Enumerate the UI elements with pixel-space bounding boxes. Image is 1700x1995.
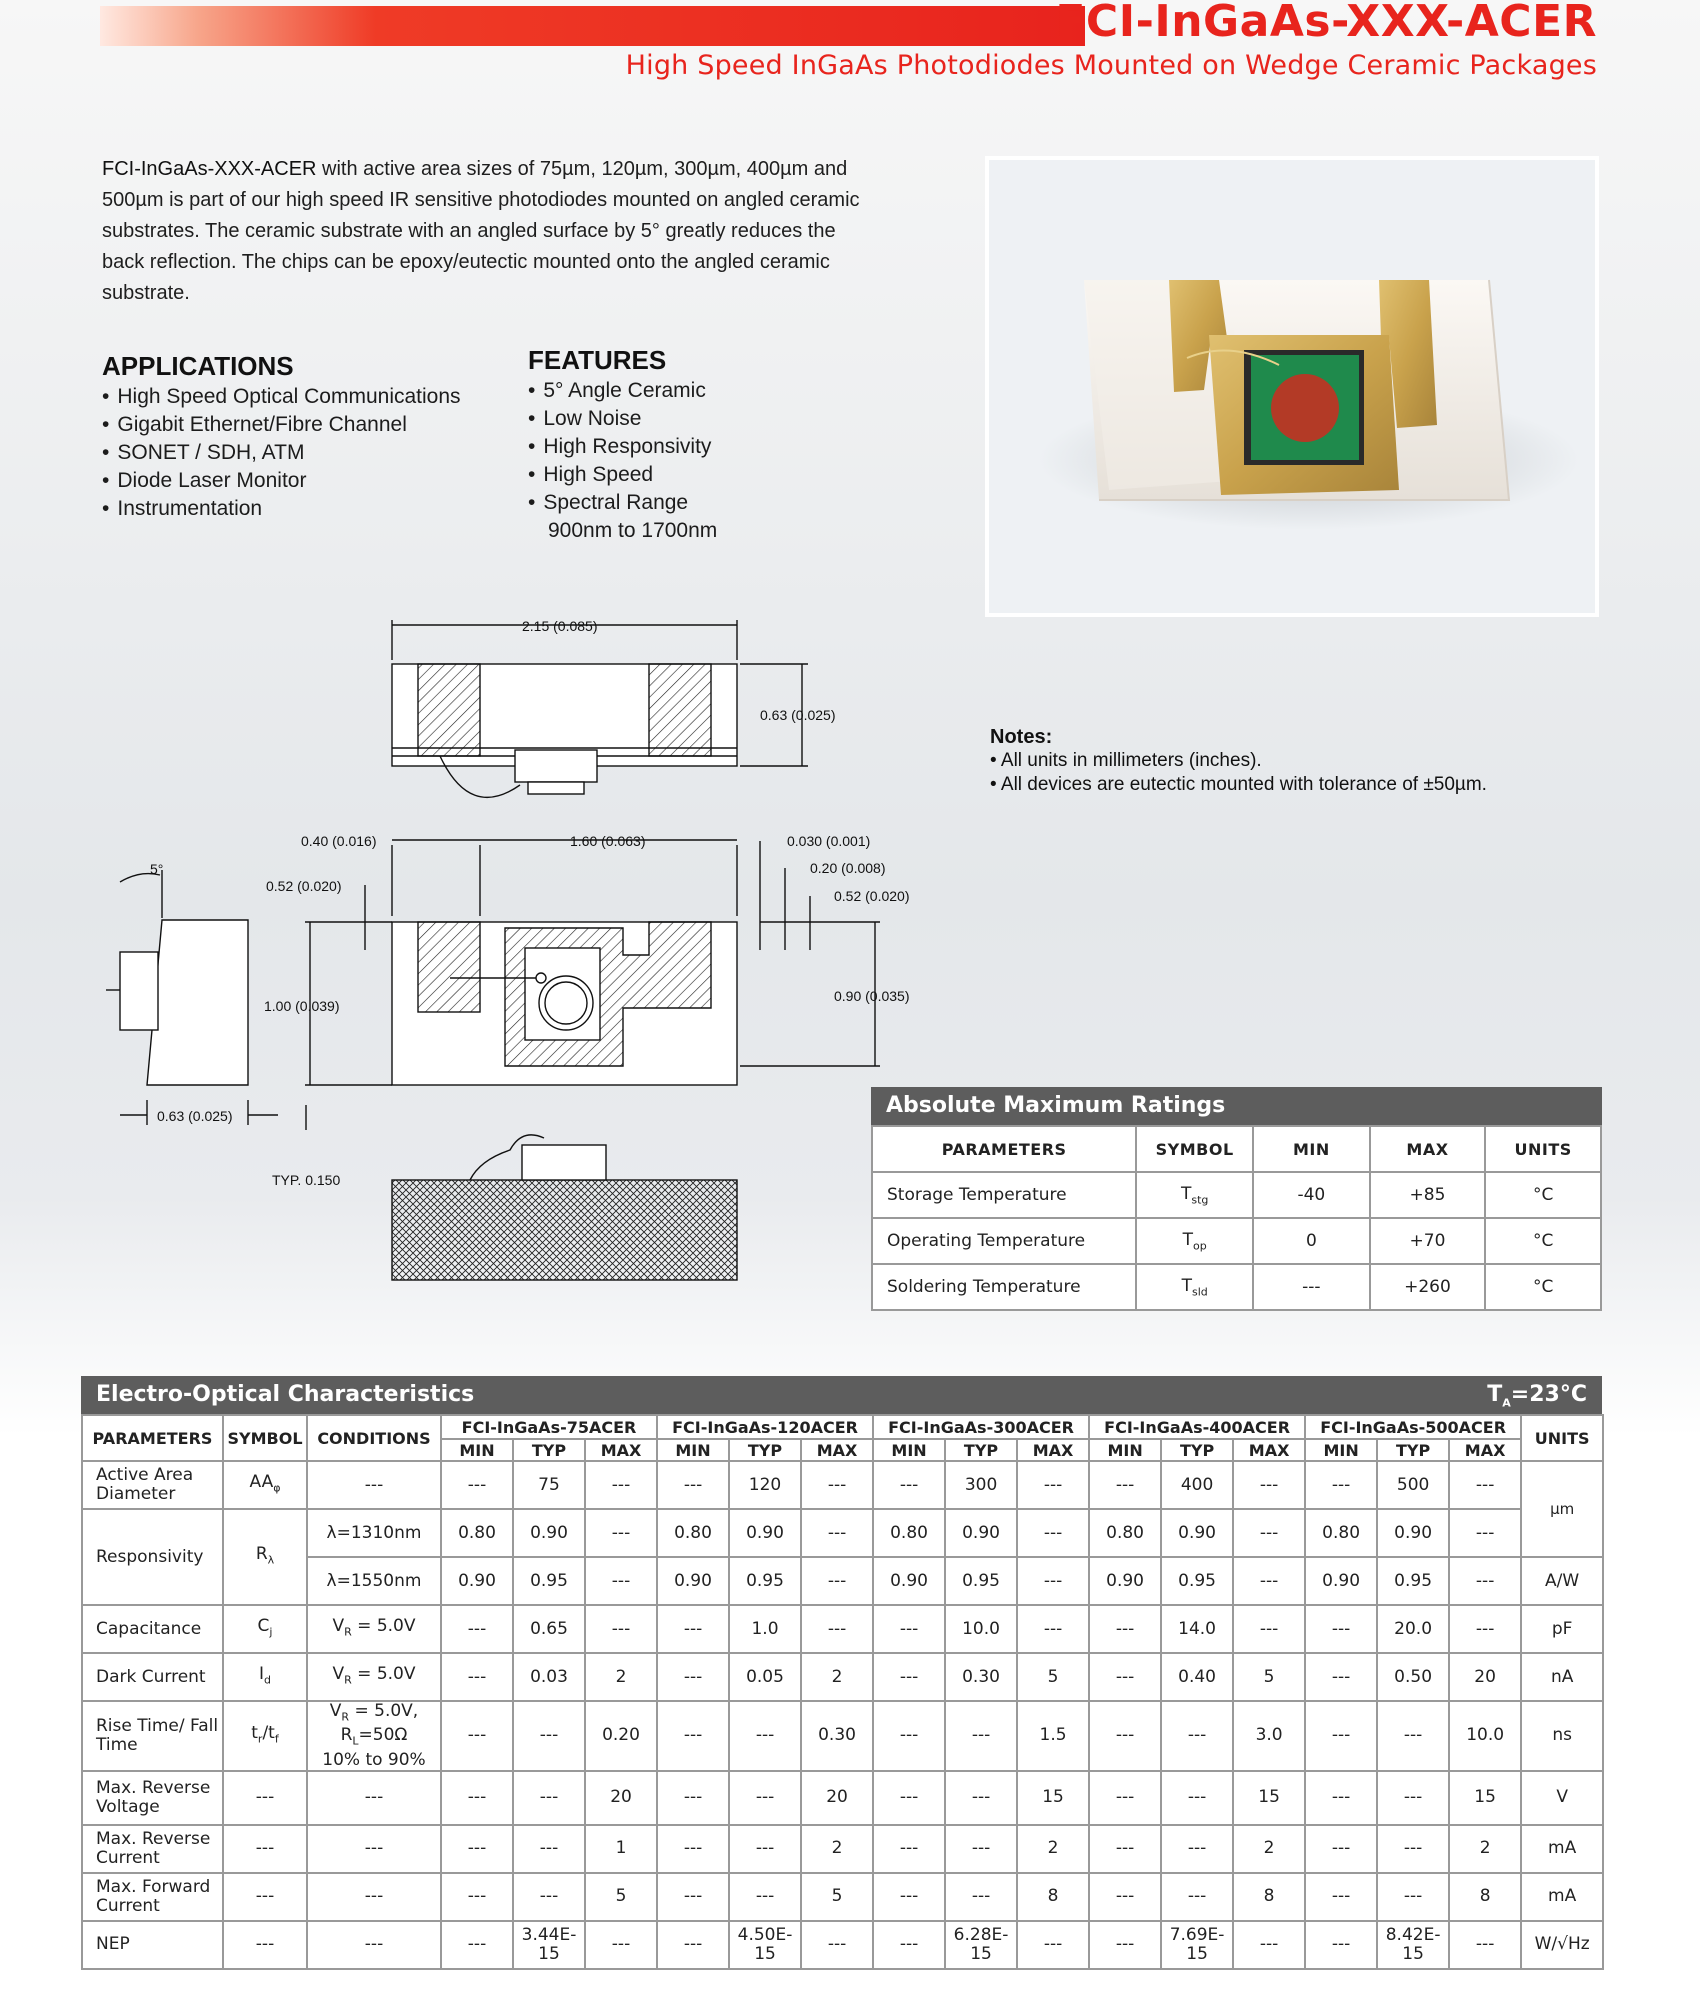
subheader-cell: TYP <box>513 1439 585 1461</box>
subheader-cell: MIN <box>1305 1439 1377 1461</box>
amr-title: Absolute Maximum Ratings <box>871 1087 1602 1125</box>
table-header-row: PARAMETERS SYMBOL CONDITIONS FCI-InGaAs-75ACER FCI-InGaAs-120ACER FCI-InGaAs-300ACER FCI-InGaAs-400ACER FCI-InGaAs-500ACER UNITS <box>82 1415 1603 1439</box>
subheader-cell: MAX <box>1017 1439 1089 1461</box>
features-list <box>528 377 717 545</box>
param-cell: Capacitance <box>82 1605 223 1653</box>
value-cell: 0.90 <box>873 1557 945 1605</box>
value-cell: 0.95 <box>945 1557 1017 1605</box>
unit-cell: pF <box>1521 1605 1603 1653</box>
param-cell: Dark Current <box>82 1653 223 1701</box>
param-cell: Max. Reverse Voltage <box>82 1771 223 1825</box>
value-cell: --- <box>1017 1921 1089 1969</box>
value-cell: --- <box>1017 1461 1089 1509</box>
list-item: • Instrumentation <box>102 495 461 523</box>
value-cell: 0.90 <box>1305 1557 1377 1605</box>
param-cell: NEP <box>82 1921 223 1969</box>
value-cell: 10.0 <box>945 1605 1017 1653</box>
value-cell: --- <box>873 1873 945 1921</box>
eoc-temperature: $T_A=23^\circ C$ <box>1487 1382 1587 1410</box>
value-cell: 0.95 <box>1161 1557 1233 1605</box>
value-cell: --- <box>441 1653 513 1701</box>
notes-title: Notes: <box>990 726 1053 748</box>
value-cell: --- <box>441 1771 513 1825</box>
value-cell: --- <box>441 1605 513 1653</box>
dim-label: 1.00 (0.039) <box>264 998 340 1014</box>
value-cell: --- <box>1017 1509 1089 1557</box>
dim-label: 5° <box>150 861 164 877</box>
value-cell: 0.80 <box>657 1509 729 1557</box>
value-cell: --- <box>657 1825 729 1873</box>
list-item: • High Responsivity <box>528 433 717 461</box>
subheader-cell: MIN <box>657 1439 729 1461</box>
value-cell: --- <box>1377 1701 1449 1771</box>
value-cell: 0.80 <box>441 1509 513 1557</box>
table-header-row: PARAMETERS SYMBOL MIN MAX UNITS <box>872 1126 1601 1172</box>
value-cell: 6.28E-15 <box>945 1921 1017 1969</box>
value-cell: --- <box>585 1557 657 1605</box>
value-cell: 0.80 <box>1089 1509 1161 1557</box>
value-cell: 5 <box>801 1873 873 1921</box>
unit-cell: W/√Hz <box>1521 1921 1603 1969</box>
value-cell: 20 <box>585 1771 657 1825</box>
dim-label: 1.60 (0.063) <box>570 833 646 849</box>
value-cell: --- <box>1449 1921 1521 1969</box>
param-cell: Max. Forward Current <box>82 1873 223 1921</box>
value-cell: 2 <box>1017 1825 1089 1873</box>
value-cell: --- <box>873 1921 945 1969</box>
value-cell: --- <box>1305 1701 1377 1771</box>
subheader-cell: TYP <box>945 1439 1017 1461</box>
table-row <box>82 1653 1603 1701</box>
value-cell: --- <box>585 1461 657 1509</box>
value-cell: 1.0 <box>729 1605 801 1653</box>
value-cell: --- <box>1449 1605 1521 1653</box>
list-item: • High Speed <box>528 461 717 489</box>
dim-label: 0.63 (0.025) <box>760 707 836 723</box>
value-cell: --- <box>729 1873 801 1921</box>
dim-label: 0.90 (0.035) <box>834 988 910 1004</box>
value-cell: --- <box>657 1461 729 1509</box>
electro-optical-characteristics <box>81 1376 1602 1970</box>
value-cell: 15 <box>1017 1771 1089 1825</box>
condition-cell: λ=1310nm <box>307 1509 441 1557</box>
absolute-max-ratings <box>871 1087 1602 1311</box>
condition-cell: --- <box>307 1771 441 1825</box>
dim-label: 0.030 (0.001) <box>787 833 871 849</box>
value-cell: --- <box>657 1701 729 1771</box>
value-cell: 15 <box>1449 1771 1521 1825</box>
list-item: • Low Noise <box>528 405 717 433</box>
applications-title: APPLICATIONS <box>102 351 294 381</box>
subheader-cell: MIN <box>1089 1439 1161 1461</box>
value-cell: 20 <box>801 1771 873 1825</box>
value-cell: --- <box>585 1921 657 1969</box>
value-cell: --- <box>1089 1825 1161 1873</box>
value-cell: --- <box>657 1605 729 1653</box>
value-cell: 5 <box>1017 1653 1089 1701</box>
value-cell: --- <box>585 1509 657 1557</box>
value-cell: 2 <box>585 1653 657 1701</box>
eoc-title-bar <box>81 1376 1602 1414</box>
value-cell: --- <box>1233 1509 1305 1557</box>
features-section <box>528 345 717 545</box>
value-cell: --- <box>1305 1461 1377 1509</box>
condition-cell: --- <box>307 1921 441 1969</box>
table-row <box>82 1825 1603 1873</box>
param-cell: Active Area Diameter <box>82 1461 223 1509</box>
value-cell: 0.90 <box>1377 1509 1449 1557</box>
value-cell: 0.90 <box>513 1509 585 1557</box>
value-cell: --- <box>801 1557 873 1605</box>
value-cell: 120 <box>729 1461 801 1509</box>
unit-cell: µm <box>1521 1461 1603 1557</box>
condition-cell: $V_R = 5.0V$ <box>307 1653 441 1701</box>
condition-cell: λ=1550nm <box>307 1557 441 1605</box>
param-cell: Max. Reverse Current <box>82 1825 223 1873</box>
value-cell: --- <box>585 1605 657 1653</box>
list-item: • High Speed Optical Communications <box>102 383 461 411</box>
value-cell: --- <box>441 1825 513 1873</box>
value-cell: 2 <box>1449 1825 1521 1873</box>
value-cell: --- <box>1377 1771 1449 1825</box>
unit-cell: nA <box>1521 1653 1603 1701</box>
value-cell: --- <box>1089 1605 1161 1653</box>
value-cell: 0.80 <box>873 1509 945 1557</box>
value-cell: --- <box>513 1873 585 1921</box>
symbol-cell: $I_d$ <box>223 1653 307 1701</box>
amr-table <box>871 1125 1602 1311</box>
unit-cell: mA <box>1521 1825 1603 1873</box>
table-row <box>82 1771 1603 1825</box>
value-cell: 0.80 <box>1305 1509 1377 1557</box>
subheader-cell: MIN <box>441 1439 513 1461</box>
value-cell: --- <box>801 1509 873 1557</box>
dim-label: 0.52 (0.020) <box>266 878 342 894</box>
value-cell: 0.90 <box>1089 1557 1161 1605</box>
value-cell: --- <box>1233 1921 1305 1969</box>
value-cell: --- <box>1305 1873 1377 1921</box>
value-cell: 3.0 <box>1233 1701 1305 1771</box>
value-cell: 10.0 <box>1449 1701 1521 1771</box>
note-item: • All units in millimeters (inches). <box>990 750 1262 771</box>
table-row <box>82 1461 1603 1509</box>
value-cell: 0.05 <box>729 1653 801 1701</box>
value-cell: 1.5 <box>1017 1701 1089 1771</box>
table-row <box>82 1557 1603 1605</box>
page-subtitle: High Speed InGaAs Photodiodes Mounted on Wedge Ceramic Packages <box>625 50 1597 81</box>
applications-section <box>102 351 461 523</box>
value-cell: --- <box>1305 1771 1377 1825</box>
value-cell: 8 <box>1017 1873 1089 1921</box>
value-cell: --- <box>873 1461 945 1509</box>
table-row: Storage Temperature $T_{stg}$ -40 +85 °C <box>872 1172 1601 1218</box>
condition-cell: --- <box>307 1873 441 1921</box>
product-photo <box>985 156 1599 617</box>
value-cell: --- <box>1017 1557 1089 1605</box>
value-cell: --- <box>873 1771 945 1825</box>
value-cell: 0.40 <box>1161 1653 1233 1701</box>
applications-list <box>102 383 461 523</box>
value-cell: --- <box>441 1873 513 1921</box>
symbol-cell: $AA_\varphi$ <box>223 1461 307 1509</box>
value-cell: --- <box>873 1701 945 1771</box>
value-cell: 8 <box>1449 1873 1521 1921</box>
unit-cell: mA <box>1521 1873 1603 1921</box>
value-cell: 1 <box>585 1825 657 1873</box>
photodiode-image <box>989 160 1595 613</box>
value-cell: 0.90 <box>657 1557 729 1605</box>
value-cell: 4.50E-15 <box>729 1921 801 1969</box>
value-cell: --- <box>801 1461 873 1509</box>
eoc-title: Electro-Optical Characteristics <box>96 1382 475 1407</box>
value-cell: --- <box>513 1825 585 1873</box>
condition-cell: $V_R = 5.0V$, $R_L=50\Omega$ 10% to 90% <box>307 1701 441 1771</box>
value-cell: --- <box>945 1701 1017 1771</box>
value-cell: 0.90 <box>945 1509 1017 1557</box>
value-cell: --- <box>801 1605 873 1653</box>
note-item: • All devices are eutectic mounted with tolerance of ±50µm. <box>990 774 1487 795</box>
value-cell: --- <box>801 1921 873 1969</box>
subheader-cell: TYP <box>729 1439 801 1461</box>
value-cell: --- <box>1377 1873 1449 1921</box>
intro-model: FCI-InGaAs-XXX-ACER <box>102 158 317 180</box>
table-row <box>82 1921 1603 1969</box>
value-cell: --- <box>657 1653 729 1701</box>
value-cell: --- <box>1161 1701 1233 1771</box>
condition-cell: --- <box>307 1825 441 1873</box>
value-cell: 2 <box>801 1825 873 1873</box>
page-title: FCI-InGaAs-XXX-ACER <box>1055 0 1597 47</box>
value-cell: 0.95 <box>513 1557 585 1605</box>
list-item: • Gigabit Ethernet/Fibre Channel <box>102 411 461 439</box>
dim-label: TYP. 0.150 <box>272 1172 341 1188</box>
value-cell: --- <box>1449 1509 1521 1557</box>
unit-cell: A/W <box>1521 1557 1603 1605</box>
param-cell: Responsivity <box>82 1509 223 1605</box>
value-cell: --- <box>1089 1461 1161 1509</box>
value-cell: --- <box>1449 1557 1521 1605</box>
value-cell: --- <box>873 1605 945 1653</box>
value-cell: 7.69E-15 <box>1161 1921 1233 1969</box>
mechanical-drawing <box>0 600 960 1290</box>
symbol-cell: --- <box>223 1825 307 1873</box>
value-cell: --- <box>1233 1557 1305 1605</box>
intro-text: with active area sizes of 75µm, 120µm, 300µm, 400µm and 500µm is part of our high speed IR sensitive photodiodes mounted on angled ceramic substrates. The ceramic substrate with an angled surface by 5° greatly reduces the back reflection. The chips can be epoxy/eutectic mounted onto the angled ceramic substrate. <box>102 158 860 304</box>
eoc-table <box>81 1414 1604 1970</box>
table-row <box>82 1701 1603 1771</box>
symbol-cell: $R_\lambda$ <box>223 1509 307 1605</box>
value-cell: 20.0 <box>1377 1605 1449 1653</box>
value-cell: --- <box>1305 1605 1377 1653</box>
header-red-bar <box>100 6 1085 46</box>
value-cell: --- <box>1089 1653 1161 1701</box>
condition-cell: --- <box>307 1461 441 1509</box>
unit-cell: V <box>1521 1771 1603 1825</box>
value-cell: --- <box>1305 1653 1377 1701</box>
value-cell: --- <box>1089 1873 1161 1921</box>
value-cell: 400 <box>1161 1461 1233 1509</box>
unit-cell: ns <box>1521 1701 1603 1771</box>
value-cell: --- <box>657 1771 729 1825</box>
value-cell: 500 <box>1377 1461 1449 1509</box>
value-cell: --- <box>1161 1771 1233 1825</box>
symbol-cell: $C_j$ <box>223 1605 307 1653</box>
value-cell: --- <box>1089 1701 1161 1771</box>
value-cell: --- <box>1449 1461 1521 1509</box>
value-cell: --- <box>657 1921 729 1969</box>
dim-label: 0.20 (0.008) <box>810 860 886 876</box>
value-cell: 0.20 <box>585 1701 657 1771</box>
value-cell: 15 <box>1233 1771 1305 1825</box>
dim-label: 0.63 (0.025) <box>157 1108 233 1124</box>
value-cell: --- <box>945 1873 1017 1921</box>
value-cell: 0.95 <box>729 1557 801 1605</box>
value-cell: --- <box>873 1653 945 1701</box>
param-cell: Rise Time/ Fall Time <box>82 1701 223 1771</box>
value-cell: 0.65 <box>513 1605 585 1653</box>
value-cell: 0.90 <box>1161 1509 1233 1557</box>
value-cell: --- <box>1233 1461 1305 1509</box>
value-cell: --- <box>657 1873 729 1921</box>
value-cell: --- <box>1305 1921 1377 1969</box>
value-cell: --- <box>729 1825 801 1873</box>
value-cell: --- <box>945 1771 1017 1825</box>
value-cell: 8 <box>1233 1873 1305 1921</box>
value-cell: 0.90 <box>729 1509 801 1557</box>
table-row <box>82 1605 1603 1653</box>
value-cell: 0.95 <box>1377 1557 1449 1605</box>
value-cell: 300 <box>945 1461 1017 1509</box>
value-cell: 14.0 <box>1161 1605 1233 1653</box>
table-row <box>82 1509 1603 1557</box>
value-cell: --- <box>441 1701 513 1771</box>
value-cell: --- <box>729 1771 801 1825</box>
symbol-cell: --- <box>223 1771 307 1825</box>
symbol-cell: --- <box>223 1921 307 1969</box>
table-row: Operating Temperature $T_{op}$ 0 +70 °C <box>872 1218 1601 1264</box>
dim-label: 0.40 (0.016) <box>301 833 377 849</box>
value-cell: --- <box>945 1825 1017 1873</box>
list-item: • 5° Angle Ceramic <box>528 377 717 405</box>
value-cell: 3.44E-15 <box>513 1921 585 1969</box>
value-cell: --- <box>1089 1771 1161 1825</box>
value-cell: 0.30 <box>945 1653 1017 1701</box>
value-cell: --- <box>873 1825 945 1873</box>
value-cell: --- <box>1089 1921 1161 1969</box>
list-item: • Diode Laser Monitor <box>102 467 461 495</box>
condition-cell: $V_R = 5.0V$ <box>307 1605 441 1653</box>
value-cell: --- <box>1161 1825 1233 1873</box>
subheader-cell: MAX <box>1233 1439 1305 1461</box>
subheader-cell: MAX <box>1449 1439 1521 1461</box>
value-cell: 2 <box>1233 1825 1305 1873</box>
table-row: Soldering Temperature $T_{sld}$ --- +260 °C <box>872 1264 1601 1310</box>
table-row <box>82 1873 1603 1921</box>
value-cell: --- <box>1017 1605 1089 1653</box>
value-cell: 8.42E-15 <box>1377 1921 1449 1969</box>
intro-paragraph <box>102 154 862 309</box>
value-cell: 75 <box>513 1461 585 1509</box>
value-cell: 20 <box>1449 1653 1521 1701</box>
list-item: • SONET / SDH, ATM <box>102 439 461 467</box>
dim-label: 2.15 (0.085) <box>522 618 598 634</box>
list-item: • Spectral Range <box>528 489 717 517</box>
value-cell: 2 <box>801 1653 873 1701</box>
value-cell: --- <box>441 1461 513 1509</box>
value-cell: --- <box>1161 1873 1233 1921</box>
symbol-cell: --- <box>223 1873 307 1921</box>
dim-label: 0.52 (0.020) <box>834 888 910 904</box>
value-cell: 0.03 <box>513 1653 585 1701</box>
value-cell: 5 <box>1233 1653 1305 1701</box>
value-cell: 0.30 <box>801 1701 873 1771</box>
value-cell: --- <box>1233 1605 1305 1653</box>
value-cell: --- <box>1377 1825 1449 1873</box>
features-title: FEATURES <box>528 345 667 375</box>
subheader-cell: TYP <box>1377 1439 1449 1461</box>
subheader-cell: MAX <box>801 1439 873 1461</box>
subheader-cell: TYP <box>1161 1439 1233 1461</box>
value-cell: 0.90 <box>441 1557 513 1605</box>
subheader-cell: MIN <box>873 1439 945 1461</box>
value-cell: --- <box>729 1701 801 1771</box>
value-cell: 5 <box>585 1873 657 1921</box>
value-cell: --- <box>1305 1825 1377 1873</box>
value-cell: --- <box>513 1771 585 1825</box>
value-cell: 0.50 <box>1377 1653 1449 1701</box>
list-item-range: 900nm to 1700nm <box>548 519 718 542</box>
symbol-cell: $t_r/t_f$ <box>223 1701 307 1771</box>
notes <box>990 725 1487 797</box>
value-cell: --- <box>441 1921 513 1969</box>
value-cell: --- <box>513 1701 585 1771</box>
subheader-cell: MAX <box>585 1439 657 1461</box>
